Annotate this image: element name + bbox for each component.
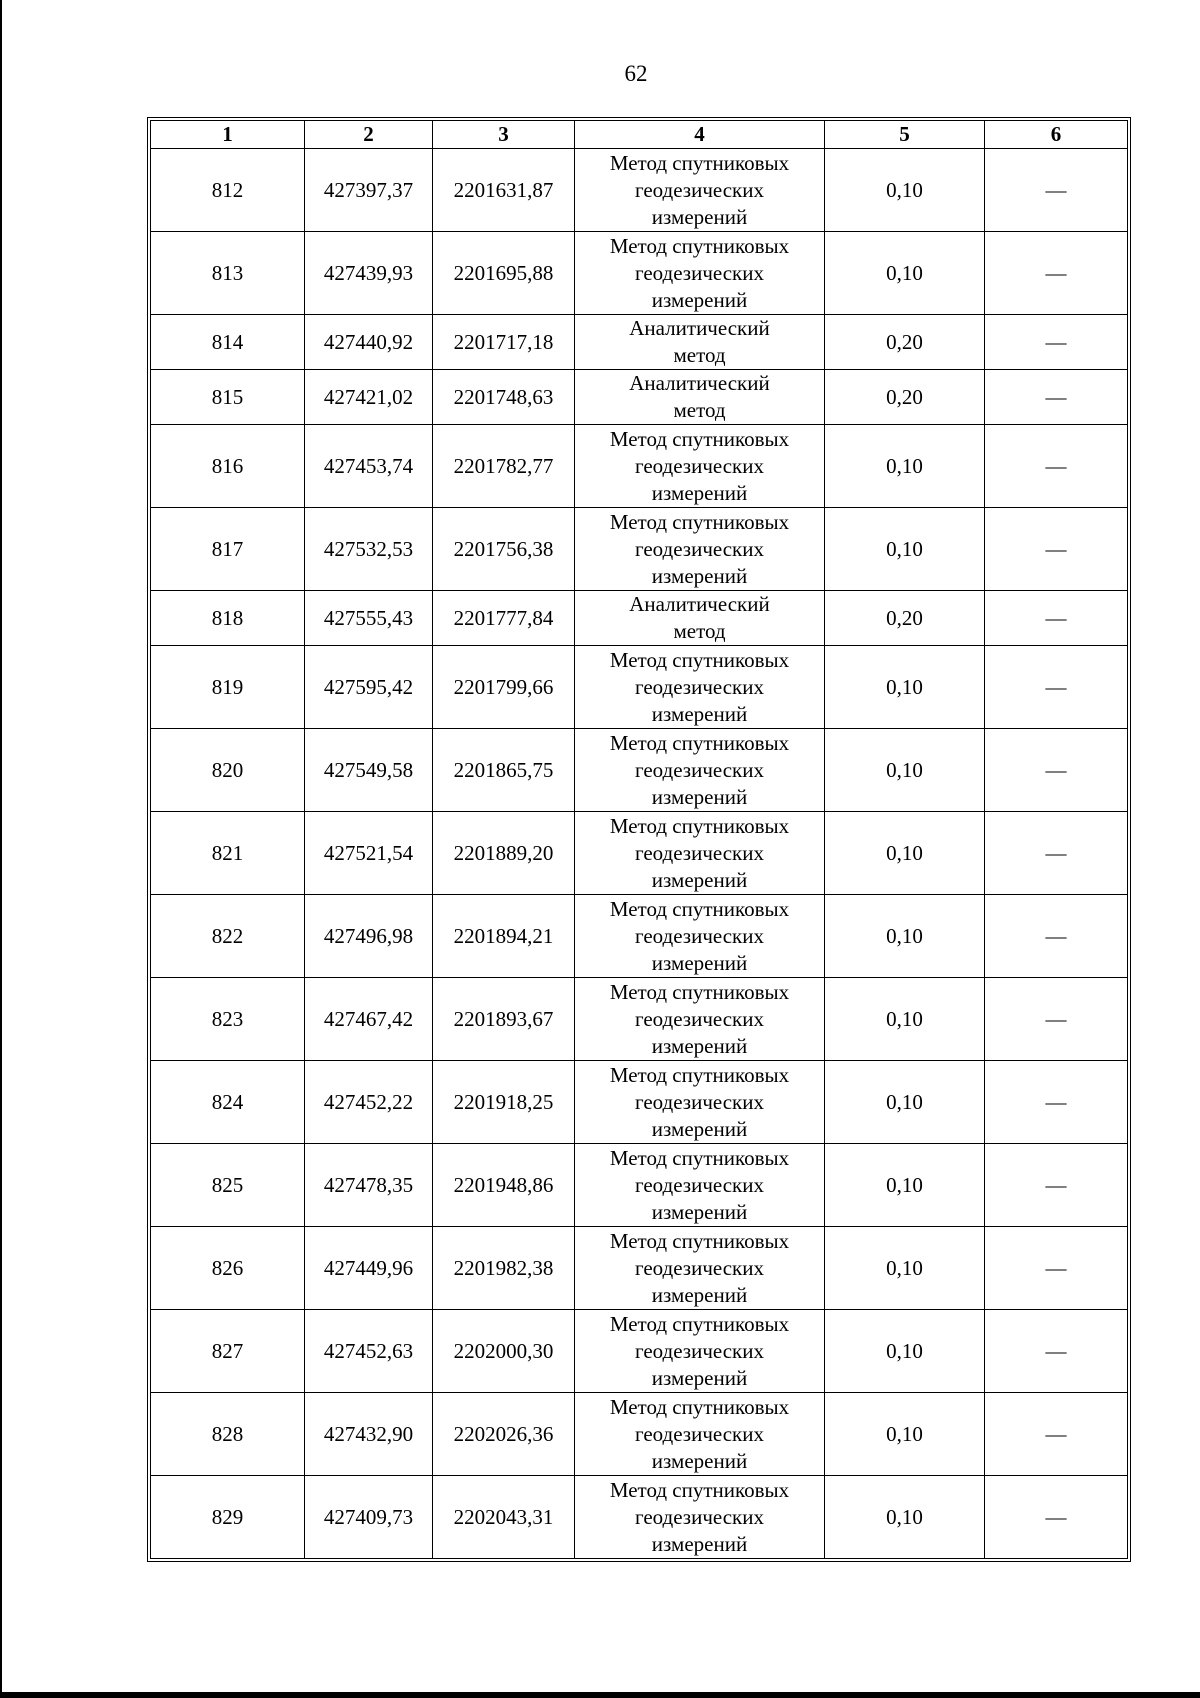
page-edge-rule [0,0,2,1698]
x-coordinate-cell: 427452,22 [305,1061,433,1144]
method-cell [575,1310,825,1393]
note-cell: — [985,149,1128,232]
method-cell [575,425,825,508]
table-row [151,591,1128,646]
page-number: 62 [624,61,648,86]
column-header: 2 [305,121,433,149]
method-line: Метод спутниковых [609,1477,790,1502]
table-row [151,812,1128,895]
method-line: измерений [651,1531,748,1556]
method-line: измерений [651,563,748,588]
point-number-cell: 823 [151,978,305,1061]
table-row [151,646,1128,729]
y-coordinate-cell: 2201756,38 [433,508,575,591]
method-cell [575,149,825,232]
point-number-cell: 812 [151,149,305,232]
x-coordinate-cell: 427439,93 [305,232,433,315]
point-number-cell: 813 [151,232,305,315]
method-line: Метод спутниковых [609,979,790,1004]
method-line: измерений [651,867,748,892]
accuracy-cell: 0,10 [825,1061,985,1144]
point-number-cell: 817 [151,508,305,591]
x-coordinate-cell: 427452,63 [305,1310,433,1393]
table-row [151,370,1128,425]
method-line: измерений [651,1199,748,1224]
table-row [151,315,1128,370]
method-line: метод [673,343,726,367]
note-cell: — [985,1310,1128,1393]
method-cell [575,729,825,812]
coordinates-table-frame [147,117,1131,1562]
note-cell: — [985,1061,1128,1144]
method-line: измерений [651,1116,748,1141]
column-header: 3 [433,121,575,149]
x-coordinate-cell: 427549,58 [305,729,433,812]
point-number-cell: 820 [151,729,305,812]
method-cell [575,895,825,978]
point-number-cell: 825 [151,1144,305,1227]
method-line: измерений [651,204,748,229]
table-row [151,1061,1128,1144]
method-line: измерений [651,1033,748,1058]
method-line: измерений [651,1365,748,1390]
point-number-cell: 816 [151,425,305,508]
note-cell: — [985,508,1128,591]
method-line: геодезических [634,674,764,699]
accuracy-cell: 0,10 [825,1144,985,1227]
accuracy-cell: 0,10 [825,729,985,812]
table-header-row [151,121,1128,149]
table-row [151,232,1128,315]
method-line: измерений [651,701,748,726]
y-coordinate-cell: 2201982,38 [433,1227,575,1310]
x-coordinate-cell: 427449,96 [305,1227,433,1310]
method-line: Метод спутниковых [609,509,790,534]
method-cell [575,508,825,591]
y-coordinate-cell: 2201893,67 [433,978,575,1061]
y-coordinate-cell: 2201948,86 [433,1144,575,1227]
method-line: геодезических [634,757,764,782]
y-coordinate-cell: 2202026,36 [433,1393,575,1476]
method-line: геодезических [634,177,764,202]
note-cell: — [985,232,1128,315]
x-coordinate-cell: 427595,42 [305,646,433,729]
method-line: геодезических [634,1338,764,1363]
point-number-cell: 821 [151,812,305,895]
y-coordinate-cell: 2201894,21 [433,895,575,978]
table-row [151,978,1128,1061]
column-header: 4 [575,121,825,149]
table-row [151,729,1128,812]
accuracy-cell: 0,10 [825,1476,985,1559]
method-cell [575,1227,825,1310]
method-line: Метод спутниковых [609,426,790,451]
method-line: геодезических [634,260,764,285]
method-line: измерений [651,287,748,312]
method-line: метод [673,398,726,422]
method-line: измерений [651,950,748,975]
method-cell [575,646,825,729]
table-row [151,1476,1128,1559]
point-number-cell: 822 [151,895,305,978]
y-coordinate-cell: 2202043,31 [433,1476,575,1559]
method-line: Метод спутниковых [609,813,790,838]
method-line: геодезических [634,536,764,561]
method-line: Аналитический [629,592,770,616]
page-bottom-band [0,1692,1200,1698]
accuracy-cell: 0,10 [825,425,985,508]
accuracy-cell: 0,10 [825,646,985,729]
method-line: геодезических [634,1006,764,1031]
method-cell [575,315,825,370]
note-cell: — [985,1227,1128,1310]
method-line: метод [673,619,726,643]
column-header: 1 [151,121,305,149]
x-coordinate-cell: 427453,74 [305,425,433,508]
table-row [151,425,1128,508]
method-line: измерений [651,1282,748,1307]
method-cell [575,591,825,646]
note-cell: — [985,1144,1128,1227]
accuracy-cell: 0,10 [825,812,985,895]
table-row [151,1144,1128,1227]
column-header: 5 [825,121,985,149]
x-coordinate-cell: 427467,42 [305,978,433,1061]
table-row [151,1393,1128,1476]
point-number-cell: 826 [151,1227,305,1310]
method-line: измерений [651,784,748,809]
method-line: геодезических [634,1089,764,1114]
y-coordinate-cell: 2201799,66 [433,646,575,729]
column-header: 6 [985,121,1128,149]
x-coordinate-cell: 427440,92 [305,315,433,370]
method-line: Метод спутниковых [609,150,790,175]
accuracy-cell: 0,10 [825,1310,985,1393]
note-cell: — [985,812,1128,895]
accuracy-cell: 0,20 [825,315,985,370]
y-coordinate-cell: 2201717,18 [433,315,575,370]
point-number-cell: 814 [151,315,305,370]
method-line: геодезических [634,1504,764,1529]
method-cell [575,370,825,425]
accuracy-cell: 0,10 [825,1393,985,1476]
x-coordinate-cell: 427521,54 [305,812,433,895]
note-cell: — [985,370,1128,425]
point-number-cell: 815 [151,370,305,425]
accuracy-cell: 0,10 [825,232,985,315]
accuracy-cell: 0,10 [825,978,985,1061]
method-line: геодезических [634,923,764,948]
accuracy-cell: 0,10 [825,149,985,232]
table-row [151,895,1128,978]
accuracy-cell: 0,20 [825,370,985,425]
note-cell: — [985,425,1128,508]
table-body [151,149,1128,1559]
method-line: Метод спутниковых [609,1228,790,1253]
accuracy-cell: 0,20 [825,591,985,646]
y-coordinate-cell: 2202000,30 [433,1310,575,1393]
method-cell [575,1061,825,1144]
table-row [151,1227,1128,1310]
method-cell [575,812,825,895]
point-number-cell: 828 [151,1393,305,1476]
y-coordinate-cell: 2201865,75 [433,729,575,812]
method-cell [575,978,825,1061]
method-line: геодезических [634,453,764,478]
x-coordinate-cell: 427409,73 [305,1476,433,1559]
x-coordinate-cell: 427532,53 [305,508,433,591]
method-line: геодезических [634,840,764,865]
table-row [151,508,1128,591]
note-cell: — [985,1476,1128,1559]
coordinates-table [150,120,1128,1559]
y-coordinate-cell: 2201918,25 [433,1061,575,1144]
note-cell: — [985,978,1128,1061]
x-coordinate-cell: 427397,37 [305,149,433,232]
x-coordinate-cell: 427432,90 [305,1393,433,1476]
note-cell: — [985,1393,1128,1476]
point-number-cell: 829 [151,1476,305,1559]
method-line: Метод спутниковых [609,1062,790,1087]
method-line: Метод спутниковых [609,730,790,755]
accuracy-cell: 0,10 [825,508,985,591]
note-cell: — [985,729,1128,812]
x-coordinate-cell: 427421,02 [305,370,433,425]
method-line: геодезических [634,1421,764,1446]
method-line: геодезических [634,1172,764,1197]
method-line: измерений [651,1448,748,1473]
method-line: Метод спутниковых [609,1394,790,1419]
y-coordinate-cell: 2201777,84 [433,591,575,646]
method-cell [575,1144,825,1227]
y-coordinate-cell: 2201631,87 [433,149,575,232]
table-row [151,149,1128,232]
method-line: Метод спутниковых [609,1311,790,1336]
method-line: Метод спутниковых [609,233,790,258]
method-line: Аналитический [629,371,770,395]
accuracy-cell: 0,10 [825,1227,985,1310]
y-coordinate-cell: 2201889,20 [433,812,575,895]
method-cell [575,232,825,315]
accuracy-cell: 0,10 [825,895,985,978]
point-number-cell: 824 [151,1061,305,1144]
point-number-cell: 818 [151,591,305,646]
method-line: геодезических [634,1255,764,1280]
method-cell [575,1393,825,1476]
point-number-cell: 819 [151,646,305,729]
method-line: Метод спутниковых [609,1145,790,1170]
method-line: Метод спутниковых [609,647,790,672]
method-line: измерений [651,480,748,505]
note-cell: — [985,591,1128,646]
note-cell: — [985,646,1128,729]
x-coordinate-cell: 427478,35 [305,1144,433,1227]
point-number-cell: 827 [151,1310,305,1393]
x-coordinate-cell: 427496,98 [305,895,433,978]
note-cell: — [985,895,1128,978]
y-coordinate-cell: 2201782,77 [433,425,575,508]
method-line: Метод спутниковых [609,896,790,921]
table-row [151,1310,1128,1393]
method-line: Аналитический [629,316,770,340]
note-cell: — [985,315,1128,370]
y-coordinate-cell: 2201748,63 [433,370,575,425]
x-coordinate-cell: 427555,43 [305,591,433,646]
y-coordinate-cell: 2201695,88 [433,232,575,315]
method-cell [575,1476,825,1559]
